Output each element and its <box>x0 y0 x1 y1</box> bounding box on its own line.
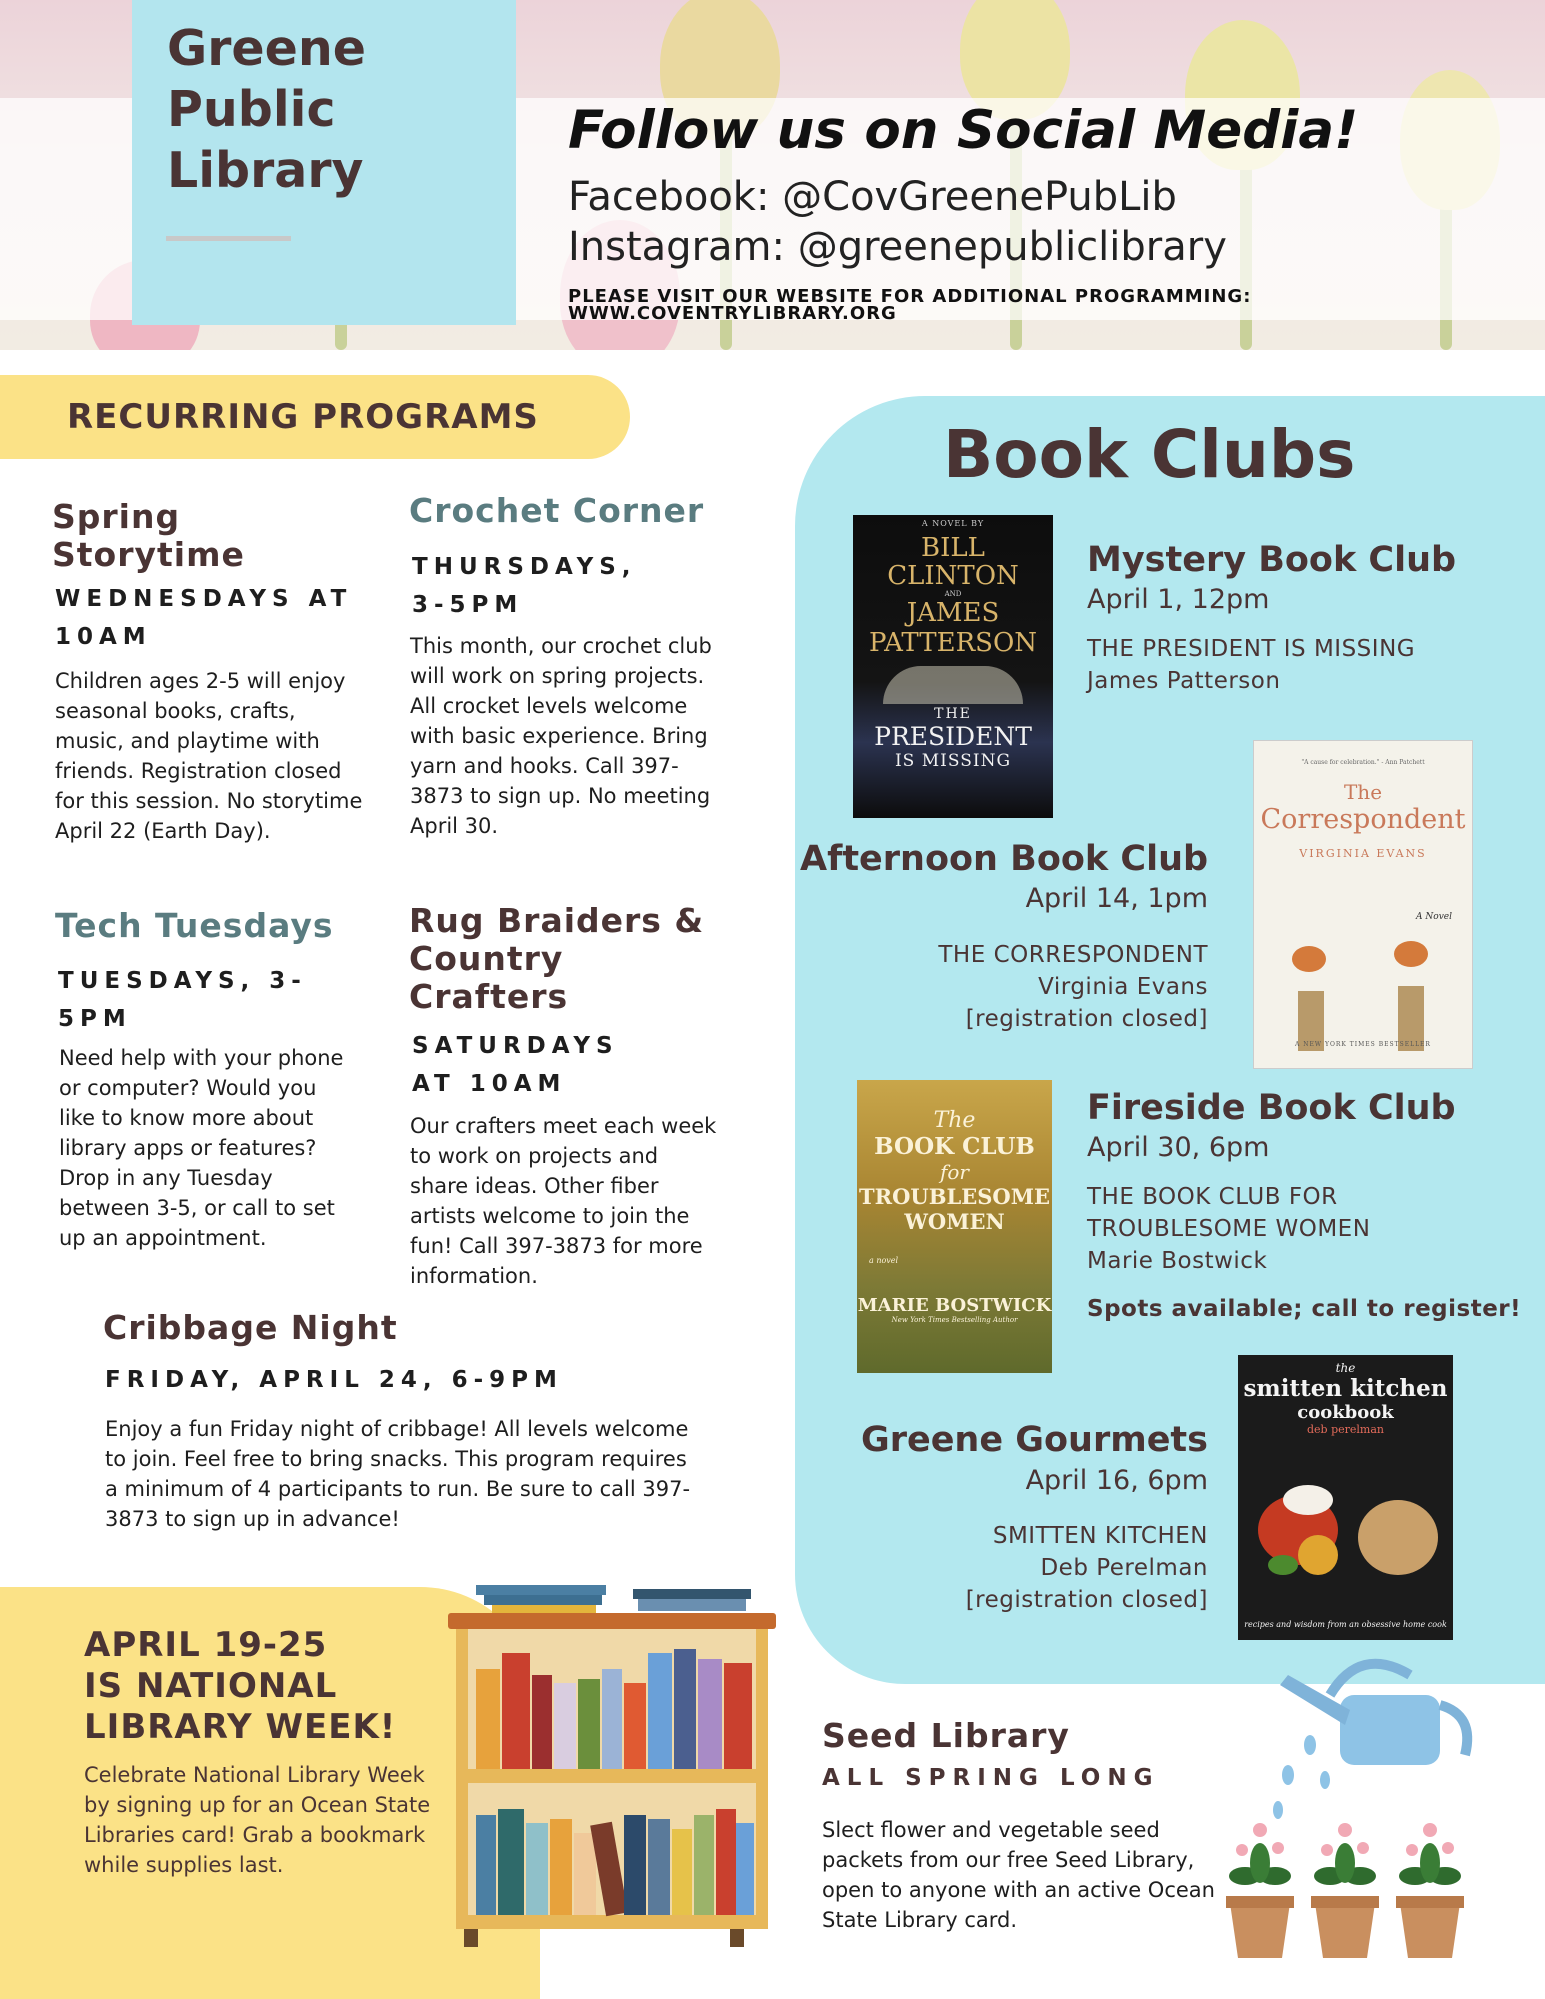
club-author-greene-gourmets: Deb Perelman <box>1040 1555 1208 1581</box>
program-title-rug-braiders: Rug Braiders & Country Crafters <box>409 901 705 1016</box>
club-author-mystery: James Patterson <box>1087 668 1281 694</box>
club-name-greene-gourmets: Greene Gourmets <box>860 1420 1208 1460</box>
club-author-afternoon: Virginia Evans <box>1038 974 1208 1000</box>
book-cover-smitten-kitchen[interactable] <box>1238 1355 1453 1640</box>
seed-library-description: Slect flower and vegetable seed packets from our free Seed Library, open to anyone with an active Ocean State Library card. <box>822 1818 1215 1932</box>
facebook-handle[interactable]: Facebook: @CovGreenePubLib <box>568 174 1177 220</box>
cover-text: deb perelman <box>1307 1423 1384 1436</box>
cover-text: BOOK CLUB <box>874 1133 1035 1160</box>
title-underline <box>166 236 291 241</box>
cover-text: New York Times Bestselling Author <box>891 1316 1018 1324</box>
cover-text: THE <box>934 706 972 722</box>
program-schedule-rug-braiders: SATURDAYS AT 10AM <box>412 1033 619 1097</box>
program-schedule-tech-tuesdays: TUESDAYS, 3-5PM <box>58 968 307 1032</box>
library-week-description: Celebrate National Library Week by signing up for an Ocean State Libraries card! Grab a bookmark while supplies last. <box>84 1763 431 1877</box>
cover-text: Correspondent <box>1260 804 1466 835</box>
social-heading: Follow us on Social Media! <box>568 100 1359 161</box>
flower-pot-icon <box>1220 1808 1490 1968</box>
cover-text: VIRGINIA EVANS <box>1299 847 1427 860</box>
program-title-cribbage-night: Cribbage Night <box>103 1308 398 1347</box>
club-date-fireside: April 30, 6pm <box>1087 1132 1270 1163</box>
club-name-afternoon: Afternoon Book Club <box>800 839 1209 879</box>
cover-text: AND <box>944 590 962 598</box>
cover-text: TROUBLESOME <box>859 1184 1050 1209</box>
cover-text: A NEW YORK TIMES BESTSELLER <box>1295 1041 1431 1048</box>
club-date-greene-gourmets: April 16, 6pm <box>1025 1465 1208 1496</box>
library-week-heading-line: APRIL 19-25 <box>84 1625 328 1665</box>
cover-text: A NOVEL BY <box>921 519 985 528</box>
program-description-tech-tuesdays: Need help with your phone or computer? Would you like to know more about library apps or features? Drop in any Tuesday between 3-5, or call to set up an appointment. <box>59 1046 344 1250</box>
recurring-programs-label: RECURRING PROGRAMS <box>67 397 539 437</box>
library-name: Greene Public Library <box>167 20 366 199</box>
cover-text: IS MISSING <box>894 751 1012 771</box>
club-name-fireside: Fireside Book Club <box>1087 1088 1456 1128</box>
club-date-mystery: April 1, 12pm <box>1087 584 1270 615</box>
club-author-fireside: Marie Bostwick <box>1087 1248 1268 1274</box>
watering-can-icon <box>1270 1655 1485 1825</box>
program-schedule-spring-storytime: WEDNESDAYS AT 10AM <box>55 586 353 650</box>
cover-text: the <box>1335 1361 1356 1375</box>
library-week-heading <box>84 1625 396 1748</box>
program-schedule-crochet-corner: THURSDAYS, 3-5PM <box>412 554 637 618</box>
cover-text: smitten kitchen <box>1243 1375 1448 1402</box>
robin-bird-illustration <box>1292 946 1326 972</box>
club-book-fireside: THE BOOK CLUB FOR TROUBLESOME WOMEN <box>1087 1184 1371 1242</box>
cover-text: MARIE BOSTWICK <box>857 1295 1052 1316</box>
club-note-greene-gourmets: [registration closed] <box>965 1587 1208 1613</box>
cover-text: JAMES PATTERSON <box>868 598 1038 658</box>
robin-bird-illustration <box>1394 941 1428 967</box>
program-schedule-cribbage-night: FRIDAY, APRIL 24, 6-9PM <box>105 1367 563 1393</box>
cover-text: recipes and wisdom from an obsessive home cook <box>1244 1620 1447 1629</box>
club-book-greene-gourmets: SMITTEN KITCHEN <box>992 1523 1208 1549</box>
cover-text: A Novel <box>1416 912 1452 922</box>
cover-text: BILL CLINTON <box>887 533 1019 591</box>
bookshelf-illustration <box>448 1583 780 1951</box>
program-description-spring-storytime: Children ages 2-5 will enjoy seasonal books, crafts, music, and playtime with friends. Registration closed for this session. No storytime April 22 (Earth Day). <box>55 669 363 843</box>
library-week-heading-line: IS NATIONAL <box>84 1666 338 1706</box>
seed-library-schedule: ALL SPRING LONG <box>822 1765 1160 1791</box>
seed-library-title: Seed Library <box>822 1716 1070 1755</box>
program-description-crochet-corner: This month, our crochet club will work on spring projects. All crocket levels welcome with basic experience. Bring yarn and hooks. Call 397-3873 to sign up. No meeting April 30. <box>410 634 712 838</box>
club-note-fireside: Spots available; call to register! <box>1087 1296 1522 1322</box>
club-date-afternoon: April 14, 1pm <box>1025 883 1208 914</box>
cover-text: "A cause for celebration." - Ann Patchett <box>1301 759 1425 766</box>
instagram-handle[interactable]: Instagram: @greenepubliclibrary <box>568 224 1227 270</box>
book-cover-the-correspondent[interactable] <box>1253 740 1473 1069</box>
food-illustration <box>1238 1475 1453 1605</box>
cover-text: The <box>933 1108 976 1133</box>
cover-text: a novel <box>869 1256 899 1265</box>
cover-text: WOMEN <box>904 1209 1005 1234</box>
library-week-heading-line: LIBRARY WEEK! <box>84 1707 397 1747</box>
program-title-crochet-corner: Crochet Corner <box>409 491 705 530</box>
cover-text: cookbook <box>1297 1402 1394 1423</box>
white-house-illustration <box>883 666 1023 704</box>
club-note-afternoon: [registration closed] <box>965 1006 1208 1032</box>
program-description-rug-braiders: Our crafters meet each week to work on projects and share ideas. Other fiber artists welcome to join the fun! Call 397-3873 for more information. <box>410 1114 717 1288</box>
club-name-mystery: Mystery Book Club <box>1087 540 1457 580</box>
cover-text: for <box>939 1160 969 1184</box>
book-clubs-heading: Book Clubs <box>943 416 1356 493</box>
cover-text: PRESIDENT <box>874 722 1032 751</box>
website-note[interactable]: PLEASE VISIT OUR WEBSITE FOR ADDITIONAL PROGRAMMING: WWW.COVENTRYLIBRARY.ORG <box>568 286 1252 324</box>
program-title-tech-tuesdays: Tech Tuesdays <box>55 906 334 945</box>
book-cover-president-is-missing[interactable] <box>853 515 1053 818</box>
book-cover-troublesome-women[interactable] <box>857 1080 1052 1373</box>
program-description-cribbage-night: Enjoy a fun Friday night of cribbage! All levels welcome to join. Feel free to bring snacks. This program requires a minimum of 4 participants to run. Be sure to call 397-3873 to sign up in advance! <box>105 1417 691 1531</box>
club-book-afternoon: THE CORRESPONDENT <box>938 942 1208 968</box>
club-book-mystery: THE PRESIDENT IS MISSING <box>1087 636 1416 662</box>
program-title-spring-storytime: Spring Storytime <box>52 497 245 574</box>
cover-text: The <box>1343 780 1383 804</box>
